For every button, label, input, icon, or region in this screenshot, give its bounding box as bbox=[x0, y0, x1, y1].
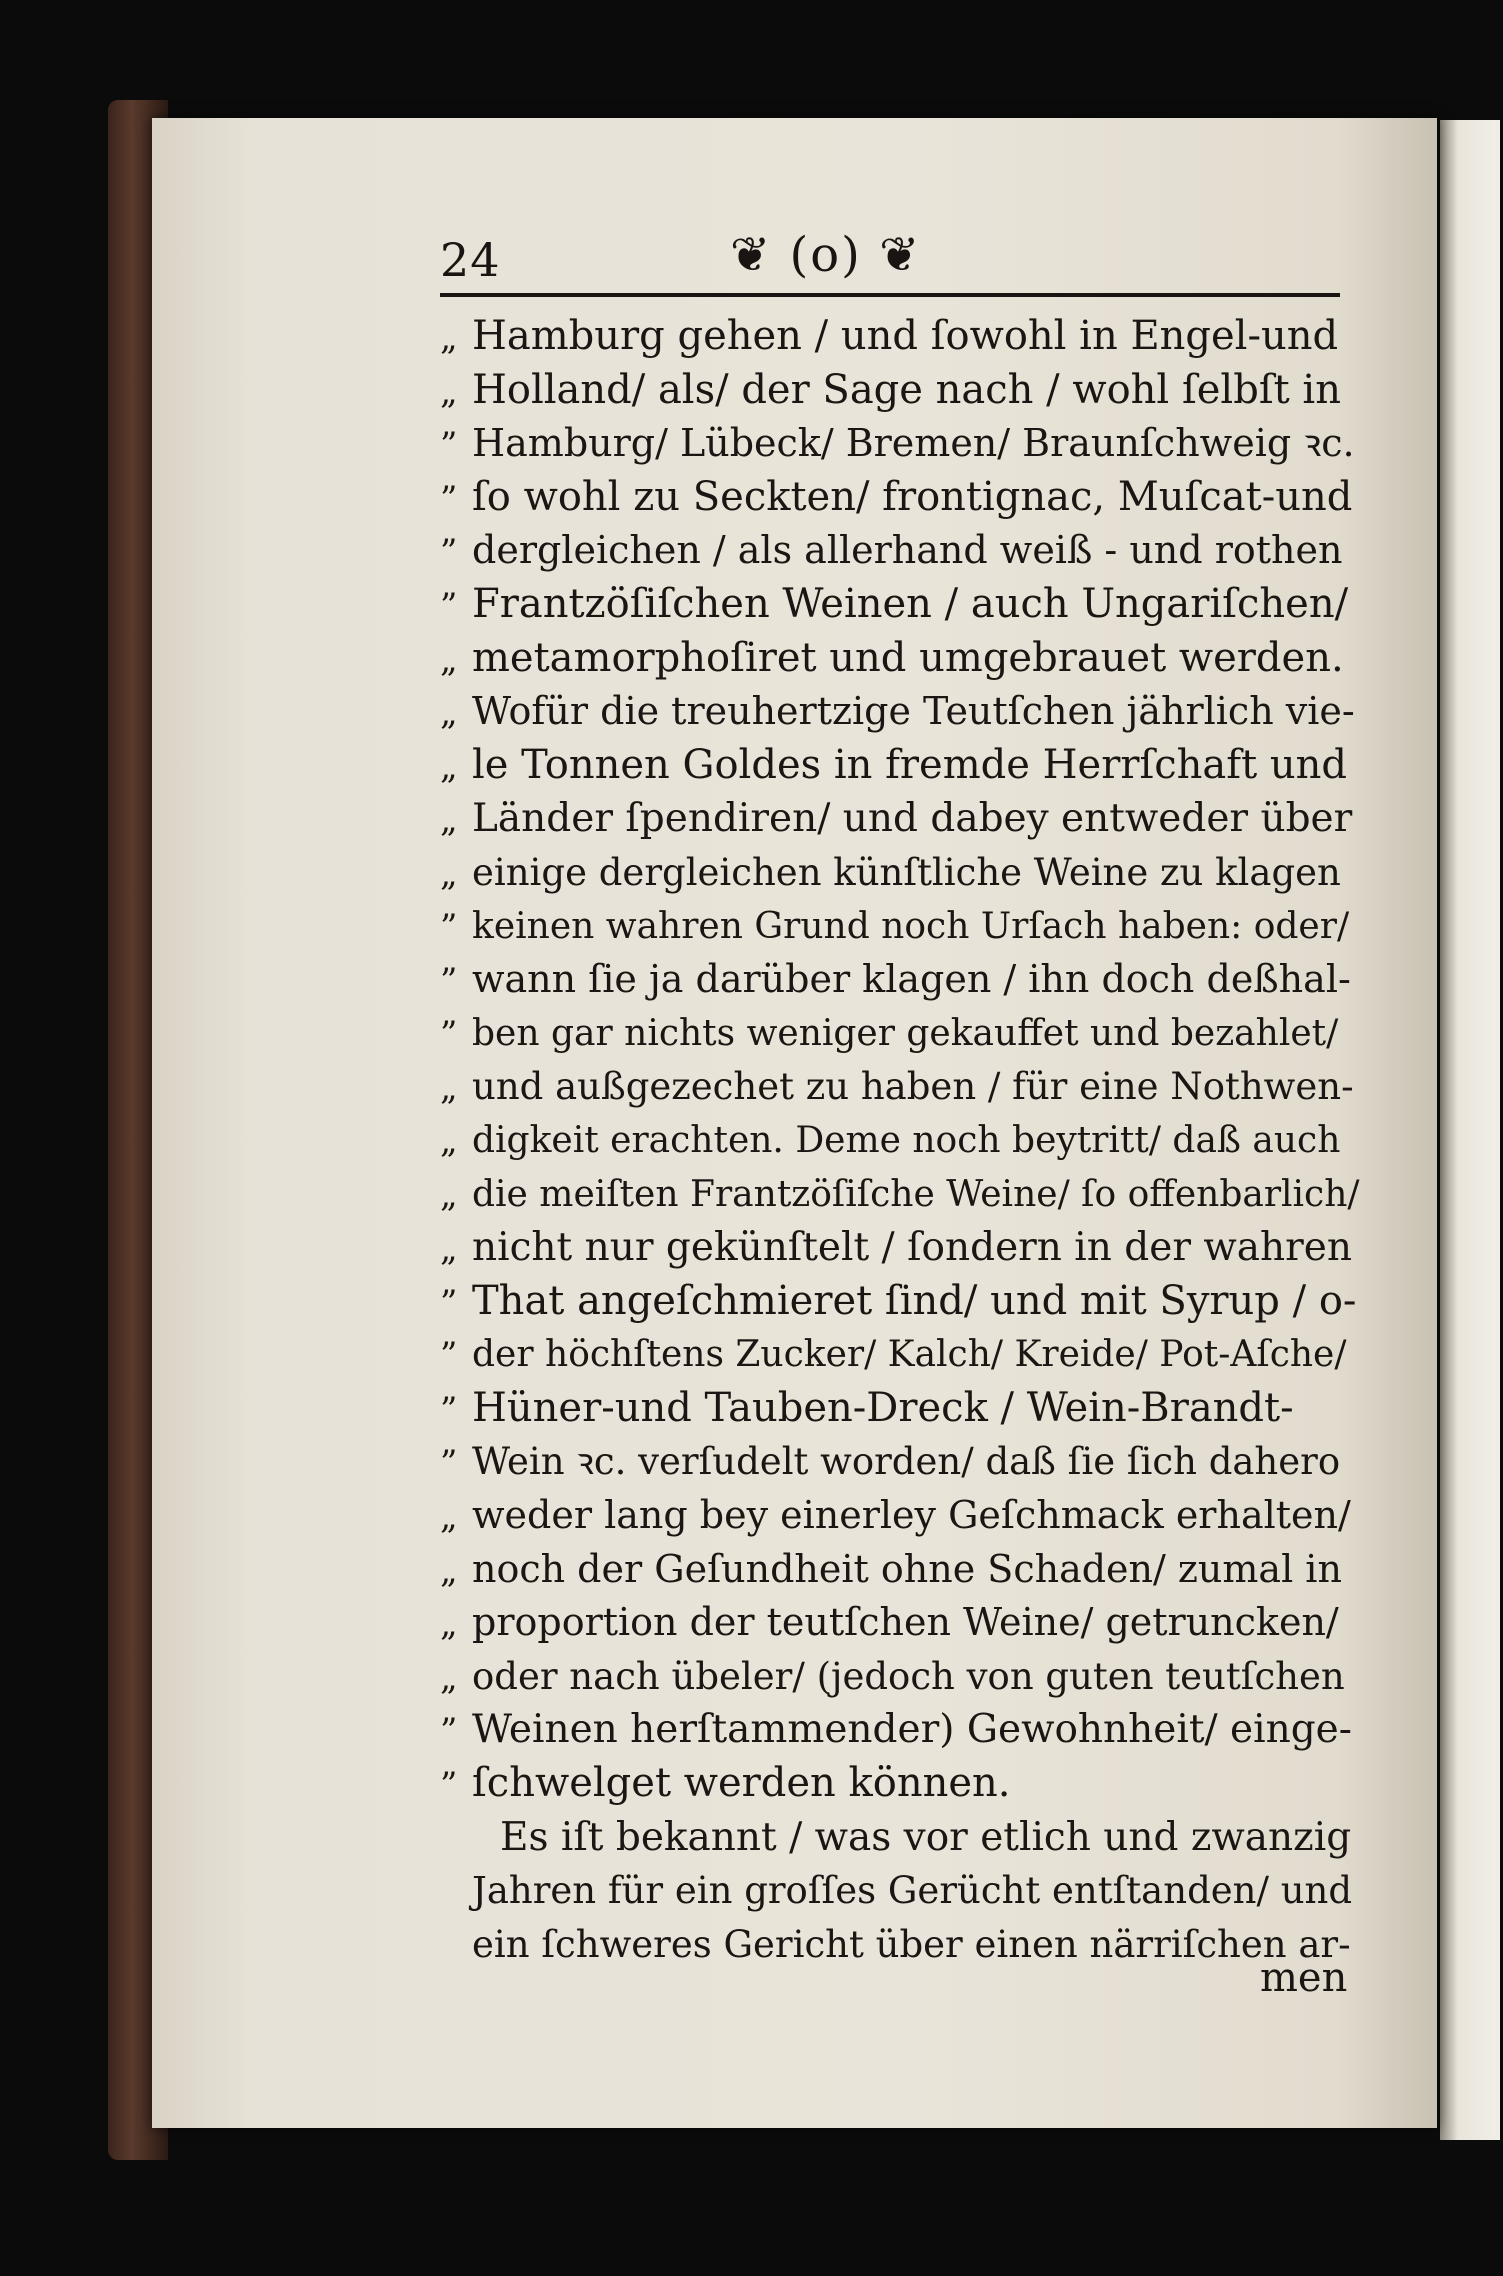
quote-mark: ” bbox=[440, 1443, 458, 1484]
text-line bbox=[440, 578, 1360, 632]
text-line bbox=[440, 1650, 1360, 1704]
quote-mark: ” bbox=[440, 906, 458, 947]
text-line bbox=[440, 900, 1360, 954]
quote-mark: ” bbox=[440, 1335, 458, 1376]
text-line bbox=[440, 1275, 1360, 1329]
line-text: der höchſtens Zucker/ Kalch/ Kreide/ Pot-Aſche/ bbox=[472, 1334, 1347, 1376]
line-text: Hüner-und Tauben-Dreck / Wein-Brandt- bbox=[472, 1384, 1294, 1431]
text-line bbox=[440, 1435, 1360, 1489]
header-rule bbox=[440, 293, 1340, 297]
line-text: oder nach übeler/ (jedoch von guten teutſchen bbox=[472, 1654, 1345, 1698]
text-line bbox=[440, 1168, 1360, 1222]
line-text: Jahren für ein groſſes Gerücht entſtanden/ und bbox=[472, 1869, 1353, 1913]
quote-mark: ” bbox=[440, 478, 458, 519]
text-line bbox=[440, 1221, 1360, 1275]
text-line bbox=[440, 1114, 1360, 1168]
text-line bbox=[440, 1811, 1360, 1865]
text-line bbox=[440, 1060, 1360, 1114]
text-line bbox=[440, 471, 1360, 525]
line-text: Es iſt bekannt / was vor etlich und zwanzig bbox=[500, 1814, 1352, 1860]
text-line bbox=[440, 1007, 1360, 1061]
quote-mark: „ bbox=[440, 1068, 458, 1109]
quote-mark: „ bbox=[440, 1497, 458, 1538]
text-line bbox=[440, 1918, 1360, 1972]
line-text: digkeit erachten. Deme noch beytritt/ daß auch bbox=[472, 1119, 1341, 1161]
line-text: weder lang bey einerley Geſchmack erhalten/ bbox=[472, 1493, 1351, 1538]
quote-mark: ” bbox=[440, 1013, 458, 1054]
facing-page-edge bbox=[1440, 120, 1500, 2140]
line-text: Hamburg gehen / und ſowohl in Engel-und bbox=[472, 313, 1339, 359]
quote-mark: „ bbox=[440, 800, 458, 841]
quote-mark: ” bbox=[440, 1711, 458, 1752]
quote-mark: ” bbox=[440, 1389, 458, 1430]
line-text: Wofür die treuhertzige Teutſchen jährlich vie- bbox=[472, 689, 1355, 734]
text-line bbox=[440, 1864, 1360, 1918]
quote-mark: „ bbox=[440, 1229, 458, 1270]
text-line bbox=[440, 792, 1360, 846]
line-text: ben gar nichts weniger gekauffet und bezahlet/ bbox=[472, 1012, 1339, 1054]
line-text: einige dergleichen künſtliche Weine zu klagen bbox=[472, 850, 1341, 894]
quote-mark: „ bbox=[440, 853, 458, 894]
quote-mark: ” bbox=[440, 1282, 458, 1323]
line-text: wann ſie ja darüber klagen / ihn doch deßhal- bbox=[472, 957, 1351, 1002]
text-line bbox=[440, 632, 1360, 686]
text-line bbox=[440, 1489, 1360, 1543]
line-text: noch der Geſundheit ohne Schaden/ zumal in bbox=[472, 1546, 1342, 1591]
page-header bbox=[440, 225, 1360, 295]
line-text: keinen wahren Grund noch Urſach haben: oder/ bbox=[472, 905, 1350, 947]
line-text: Weinen herſtammender) Gewohnheit/ einge- bbox=[472, 1707, 1352, 1753]
quote-mark: „ bbox=[440, 1604, 458, 1645]
line-text: Hamburg/ Lübeck/ Bremen/ Braunſchweig ꝛc. bbox=[472, 421, 1355, 466]
text-line bbox=[440, 685, 1360, 739]
line-text: ſo wohl zu Seckten/ frontignac, Muſcat-und bbox=[472, 473, 1353, 520]
quote-mark: „ bbox=[440, 693, 458, 734]
text-line bbox=[440, 1703, 1360, 1757]
quote-mark: ” bbox=[440, 425, 458, 466]
line-text: metamorphoſiret und umgebrauet werden. bbox=[472, 634, 1344, 681]
quote-mark: „ bbox=[440, 639, 458, 680]
text-line bbox=[440, 417, 1360, 471]
text-line bbox=[440, 953, 1360, 1007]
text-line bbox=[440, 364, 1360, 418]
page-number: 24 bbox=[440, 233, 501, 287]
line-text: Holland/ als/ der Sage nach / wohl ſelbſt in bbox=[472, 366, 1341, 413]
line-text: die meiſten Frantzöſiſche Weine/ ſo offenbarlich/ bbox=[472, 1173, 1360, 1215]
line-text: Frantzöſiſchen Weinen / auch Ungariſchen/ bbox=[472, 580, 1349, 627]
quote-mark: „ bbox=[440, 1120, 458, 1161]
header-ornament: ❦ (o) ❦ bbox=[730, 227, 922, 283]
text-line bbox=[440, 524, 1360, 578]
quote-mark: „ bbox=[440, 1550, 458, 1591]
line-text: le Tonnen Goldes in fremde Herrſchaft und bbox=[472, 741, 1347, 788]
text-line bbox=[440, 1382, 1360, 1436]
text-line bbox=[440, 310, 1360, 364]
text-line bbox=[440, 739, 1360, 793]
quote-mark: ” bbox=[440, 961, 458, 1002]
line-text: dergleichen / als allerhand weiß - und rothen bbox=[472, 528, 1343, 573]
line-text: ſchwelget werden können. bbox=[472, 1760, 1011, 1807]
quote-mark: ” bbox=[440, 532, 458, 573]
quote-mark: „ bbox=[440, 746, 458, 787]
quote-mark: „ bbox=[440, 371, 458, 412]
text-line bbox=[440, 846, 1360, 900]
line-text: Länder ſpendiren/ und dabey entweder über bbox=[472, 796, 1353, 842]
quote-mark: ” bbox=[440, 585, 458, 626]
text-line bbox=[440, 1543, 1360, 1597]
quote-mark: „ bbox=[440, 318, 458, 358]
quote-mark: ” bbox=[440, 1765, 458, 1806]
line-text: ein ſchweres Gericht über einen närriſchen ar- bbox=[472, 1922, 1351, 1966]
line-text: proportion der teutſchen Weine/ getruncken/ bbox=[472, 1600, 1339, 1645]
line-text: und außgezechet zu haben / für eine Nothwen- bbox=[472, 1065, 1354, 1109]
text-line bbox=[440, 1596, 1360, 1650]
line-text: nicht nur gekünſtelt / ſondern in der wahren bbox=[472, 1225, 1352, 1271]
line-text: That angeſchmieret ſind/ und mit Syrup / o- bbox=[472, 1277, 1357, 1324]
line-text: Wein ꝛc. verſudelt worden/ daß ſie ſich dahero bbox=[472, 1440, 1341, 1484]
quote-mark: „ bbox=[440, 1657, 458, 1698]
body-text bbox=[440, 310, 1360, 1971]
quote-mark: „ bbox=[440, 1174, 458, 1215]
text-line bbox=[440, 1328, 1360, 1382]
catchword: men bbox=[1260, 1955, 1348, 2001]
text-line bbox=[440, 1757, 1360, 1811]
